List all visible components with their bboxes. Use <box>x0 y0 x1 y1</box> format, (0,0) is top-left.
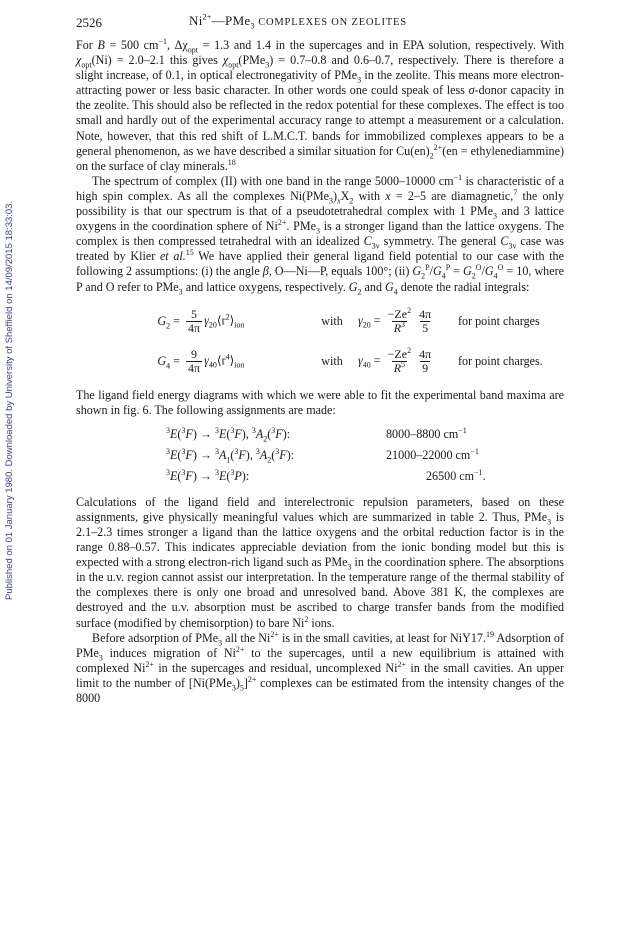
radial-integral-equations <box>76 302 564 382</box>
assignment-row: $^3$E($^3$F) → $^3$E($^3$F), $^3A_2(^3F)$: 8000–8800 $cm^{-1}$ <box>166 425 467 444</box>
paragraph-calculations: Calculations of the ligand field and interelectronic repulsion parameters, based on these assignments, give physically meaningful values which are summarized in table 2. Thus, PMe$_3$ is 2.1–2.3 times stronger a ligand than the lattice oxygens and the orbital reduction factor is in the range 0.88–0.57. This indicates appreciable deviation from the ionic bonding model but this is expected with a strong electron-rich ligand such as PMe$_3$ in the coordination sphere. The absorptions in the u.v. region cannot assist our interpretation. In the temperature range of the thermal stability of the complexes there is only one broad and unresolved band. Above 381 K, the complexes are destroyed and the u.v. absorption must be ascribed to charge transfer bands from the modified surface (modified by chemisorption) to bare Ni$^2$ ions. <box>76 494 564 630</box>
paragraph-assignments-intro: The ligand field energy diagrams with which we were able to fit the experimental band maxima are shown in fig. 6. The following assignments are made: <box>76 387 564 417</box>
paragraph-adsorption: Before adsorption of PMe$_3$ all the $Ni^{2+}$ is in the small cavities, at least for NiY17.19 Adsorption of PMe$_3$ induces migration of $Ni^{2+}$ to the supercages, until a new equilibrium is attained with complexed $Ni^{2+}$ in the supercages and residual, uncomplexed $Ni^{2+}$ in the small cavities. An upper limit to the number of $[Ni(PMe_3)_5]^{2+}$ complexes can be estimated from the intensity changes of the 8000 <box>76 629 564 705</box>
download-watermark: Published on 01 January 1980. Downloaded by University of Sheffield on 14/09/2015 18:33:03. <box>4 200 15 600</box>
equation-g2: $G_2$ = $\frac{5}{4\pi}$ $\gamma_{20}⟨r^2⟩_{ion}$ with $\gamma_{20}$ = $\frac{-Ze^2}{R^3}$ $\frac{4\pi}{5}$ for point charges <box>157 306 540 336</box>
page-number: 2526 <box>76 15 102 30</box>
band-assignments <box>76 424 564 487</box>
page-header <box>76 12 564 34</box>
paragraph-electronegativity: For B = 500 $cm^{-1}$, $\Delta\chi_{opt} = 1.3$ and 1.4 in the supercages and in EPA solution, respectively. With $\chi_{opt}(Ni) = 2.0-2.1$ this gives $\chi_{opt}(PMe_3) = 0.7-0.8$ and 0.6–0.7, respectively. There is therefore a slight increase, of 0.1, in optical electronegativity of PMe$_3$ in the zeolite. This means more electron-attracting power or less basic character. In other words one could speak of less σ-donor capacity in the zeolite. This should also be reflected in the redox potential for these complexes. The effect is too small and hardly out of the experimental accuracy range to attempt a measurement or a calculation. Note, however, that this red shift of L.M.C.T. bands for immobilized complexes appears to be a general phenomenon, as we have described a similar situation for $Cu(en)_2^{2+}(en$ = ethylenediammine) on the surface of clay minerals.$^{18}$ <box>76 36 565 173</box>
running-title: $Ni^{2+}—PMe_3$ COMPLEXES ON ZEOLITES <box>189 12 407 31</box>
assignment-row: $^3$E($^3$F) → $^3$E($^3$P): 26500 $cm^{-1}$. <box>166 467 486 483</box>
article-body <box>76 38 564 706</box>
paragraph-spectrum: The spectrum of complex (II) with one band in the range 5000–10000 $cm^{-1}$ is characteristic of a high spin complex. As all the complexes $Ni(PMe_3)_xX_2$ with x = 2–5 are diamagnetic,$^7$ the only possibility is that our spectrum is that of a pseudotetrahedral complex with 1 PMe$_3$ and 3 lattice oxygens in the coordination sphere of $Ni^{2+}$. PMe$_3$ is a stronger ligand than the lattice oxygens. The complex is then compressed tetrahedral with an idealized $C_{3v}$ symmetry. The general $C_{3v}$ case was treated by Klier et al.$^{15}$ We have applied their general ligand field potential to our case with the following 2 assumptions: (i) the angle β, O—Ni—P, equals 100°; (ii) $G_2^P/G_4^P = G_2^O/G_4^O = 10$, where P and O refer to PMe$_3$ and lattice oxygens, respectively. $G_2$ and $G_4$ denote the radial integrals: <box>76 172 565 296</box>
assignment-row: $^3E(^3F) \to ^3A_1(^3F)$, $^3A_2(^3F)$: 21000–22000 $cm^{-1}$ <box>166 446 479 465</box>
equation-g4: $G_4$ = $\frac{9}{4\pi}$ $\gamma_{40}⟨r^4⟩_{ion}$ with $\gamma_{40}$ = $\frac{-Ze^2}{R^5}$ $\frac{4\pi}{9}$ for point charges. <box>157 346 543 376</box>
